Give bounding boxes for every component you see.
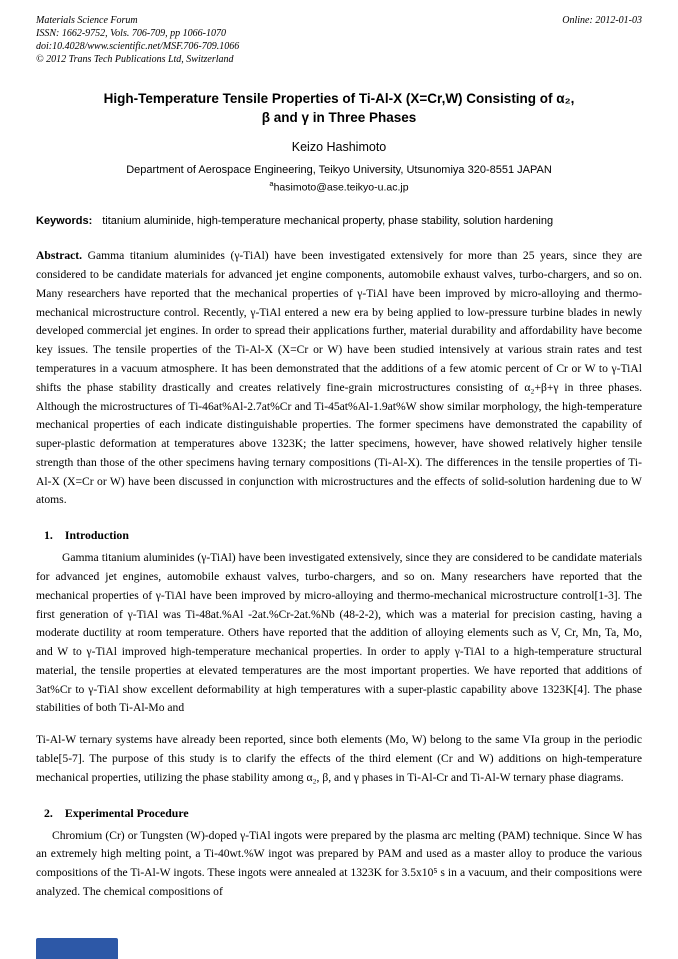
section-2-paragraph-1: Chromium (Cr) or Tungsten (W)-doped γ-TiAl ingots were prepared by the plasma arc melting (PAM) technique. Since W has an extremely high melting point, a Ti-40wt.%W ingot was prepared by PAM and used as a master alloy to produce the various compositions of the Ti-Al-W ingots. These ingots were annealed at 1323K for 3.5x10⁵ s in a vacuum, and their compositions were analyzed. The chemical compositions of <box>36 828 642 898</box>
publisher-footer-bar <box>36 938 118 959</box>
journal-header <box>36 14 642 66</box>
section-1-heading <box>36 528 642 543</box>
copyright-line: © 2012 Trans Tech Publications Ltd, Switzerland <box>36 54 234 65</box>
keywords-text: titanium aluminide, high-temperature mechanical property, phase stability, solution hardening <box>102 215 554 228</box>
section-2-title: Experimental Procedure <box>64 805 189 820</box>
issn-line: ISSN: 1662-9752, Vols. 706-709, pp 1066-1070 <box>36 28 226 39</box>
section-1-number: 1. <box>44 528 53 543</box>
doi-line: doi:10.4028/www.scientific.net/MSF.706-709.1066 <box>36 41 240 52</box>
section-1-paragraph-1: Gamma titanium aluminides (γ-TiAl) have been investigated extensively, since they are considered to be candidate materials for advanced jet engines, automobile exhaust valves, turbo-chargers, and so on. Many researchers have reported that the mechanical properties of γ-TiAl have been improved by micro-alloying and thermo-mechanical microstructure control[1-3]. The first generation of γ-TiAl was Ti-48at.%Al -2at.%Cr-2at.%Nb (48-2-2), which was a material for precision casting, having a moderate ductility at room temperature. Others have reported that the addition of alloying elements such as V, Cr, Mn, Ta, Mo, and W to γ-TiAl improved high-temperature mechanical properties. In order to apply γ-TiAl to a high-temperature structural material, the tensile properties at elevated temperatures are the most important properties. We have reported that additions of 3at%Cr to γ-TiAl show excellent deformability at high temperatures with a super-plastic capability above 1323K[4]. The phase stabilities of both Ti-Al-Mo and <box>36 551 642 715</box>
keywords-line <box>36 215 642 227</box>
abstract-text: Gamma titanium aluminides (γ-TiAl) have been investigated extensively for more than 25 years, since they are considered to be candidate materials for advanced jet engine components, automobile exhaust valves, turbo-chargers, and so on. Many researchers have reported that the mechanical properties of γ-TiAl have been improved by micro-alloying and thermo-mechanical microstructure control. Recently, γ-TiAl entered a new era by being applied to low-pressure turbine blades in newly developed commercial jet engines. In order to spread their applications further, material durability and affordability have become key issues. The tensile properties of the Ti-Al-X (X=Cr or W) have been studied intensively at various strain rates and test temperatures in a vacuum atmosphere. It has been demonstrated that the additions of a few atomic percent of Cr or W to γ-TiAl shifts the phase stability drastically and creates relatively fine-grain microstructures consisting of α₂+β+γ in three phases. Although the microstructures of Ti-46at%Al-2.7at%Cr and Ti-45at%Al-1.9at%W show similar morphology, the high-temperature mechanical properties of each indicate distinguishable properties. The former specimens have demonstrated the capability of super-plastic deformation at temperatures above 1323K; the latter specimens, however, have showed relatively higher tensile strength than those of the other specimens having ternary compositions (Ti-Al-X). The differences in the tensile properties of Ti-Al-X (X=Cr or W) have been discussed in conjunction with microstructures and the effects of solid-solution hardening due to W atoms. <box>36 249 642 507</box>
paper-title <box>36 90 642 128</box>
header-row-1 <box>36 14 642 27</box>
abstract-label: Abstract. <box>36 249 83 263</box>
online-date: Online: 2012-01-03 <box>562 15 642 26</box>
email-superscript: a <box>269 178 274 188</box>
email-address: hasimoto@ase.teikyo-u.ac.jp <box>273 181 409 194</box>
section-1-paragraph-2: Ti-Al-W ternary systems have already been reported, since both elements (Mo, W) belong to the same VIa group in the periodic table[5-7]. The purpose of this study is to clarify the effects of the third element (Cr and W) additions on high-temperature mechanical properties, utilizing the phase stability among α₂, β, and γ phases in Ti-Al-Cr and Ti-Al-W ternary phase diagrams. <box>36 733 642 784</box>
author-name: Keizo Hashimoto <box>291 139 387 154</box>
section-2-heading <box>36 806 642 821</box>
section-2-number: 2. <box>44 805 53 820</box>
title-line-2: β and γ in Three Phases <box>261 109 417 125</box>
abstract-paragraph <box>36 247 642 510</box>
section-1-title: Introduction <box>64 528 129 543</box>
keywords-label: Keywords: <box>36 215 93 228</box>
affiliation: Department of Aerospace Engineering, Teikyo University, Utsunomiya 320-8551 JAPAN <box>126 163 552 176</box>
journal-name: Materials Science Forum <box>36 15 138 26</box>
title-line-1: High-Temperature Tensile Properties of Ti-Al-X (X=Cr,W) Consisting of α₂, <box>103 91 575 106</box>
email-line <box>36 179 642 194</box>
